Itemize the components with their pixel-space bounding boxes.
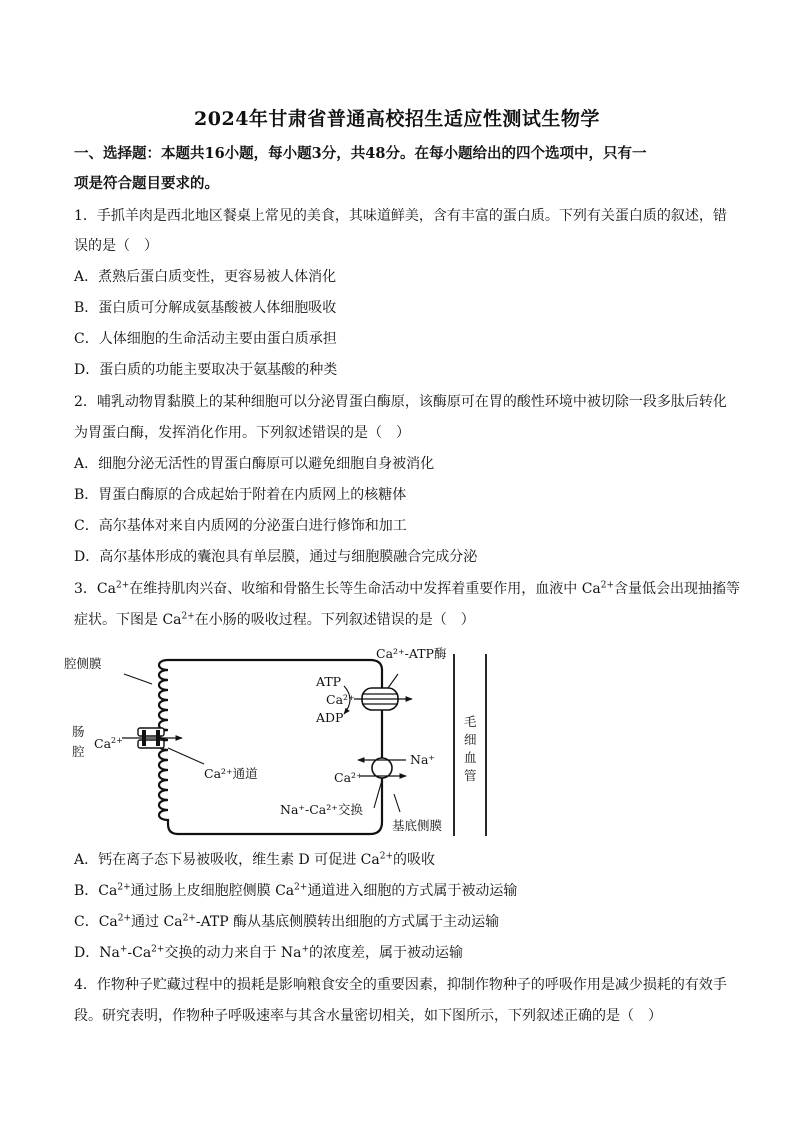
q3-option-b: B．$Ca^{2+}$通过肠上皮细胞腔侧膜 $Ca^{2+}$通道进入细胞的方式属于被动运输 bbox=[74, 882, 518, 899]
q1-option-a: A．煮熟后蛋白质变性，更容易被人体消化 bbox=[74, 269, 337, 285]
q1-stem-line-2: 误的是（ ） bbox=[74, 238, 158, 254]
q2-option-a: A．细胞分泌无活性的胃蛋白酶原可以避免细胞自身被消化 bbox=[74, 456, 435, 472]
q1-option-c: C．人体细胞的生命活动主要由蛋白质承担 bbox=[74, 331, 337, 347]
label-capillary-1: 毛 bbox=[464, 714, 477, 729]
q3-stem-line-1: 3．$Ca^{2+}$在维持肌肉兴奋、收缩和骨骼生长等生命活动中发挥着重要作用，血液中 $Ca^{2+}$含量低会出现抽搐等 bbox=[74, 580, 741, 597]
q1-option-d: D．蛋白质的功能主要取决于氨基酸的种类 bbox=[74, 362, 338, 378]
label-capillary-3: 血 bbox=[464, 750, 477, 765]
q3-option-c: C．$Ca^{2+}$通过 $Ca^{2+}$-ATP 酶从基底侧膜转出细胞的方式属于主动运输 bbox=[74, 913, 500, 930]
label-lumen-membrane: 腔侧膜 bbox=[64, 656, 102, 671]
label-lumen-2: 腔 bbox=[72, 744, 85, 759]
exam-title: 2024年甘肃省普通高校招生适应性测试生物学 bbox=[194, 108, 600, 130]
section-heading-line-1: 一、选择题：本题共16小题，每小题3分，共48分。在每小题给出的四个选项中，只有一 bbox=[74, 145, 647, 162]
calcium-absorption-diagram bbox=[64, 644, 504, 840]
q3-stem-line-2: 症状。下图是 $Ca^{2+}$在小肠的吸收过程。下列叙述错误的是（ ） bbox=[74, 611, 475, 628]
q2-option-c: C．高尔基体对来自内质网的分泌蛋白进行修饰和加工 bbox=[74, 518, 407, 534]
q2-stem-line-1: 2．哺乳动物胃黏膜上的某种细胞可以分泌胃蛋白酶原，该酶原可在胃的酸性环境中被切除一段多肽后转化 bbox=[74, 394, 727, 410]
label-capillary-4: 管 bbox=[464, 768, 477, 783]
label-ca-left: $Ca^{2+}$ bbox=[94, 736, 123, 751]
q3-option-d: D．$Na^+-Ca^{2+}$交换的动力来自于 Na+的浓度差，属于被动运输 bbox=[74, 944, 464, 961]
atpase-pointer bbox=[388, 674, 398, 688]
section-heading-line-2: 项是符合题目要求的。 bbox=[74, 175, 219, 192]
label-capillary-2: 细 bbox=[464, 732, 477, 747]
q2-option-b: B．胃蛋白酶原的合成起始于附着在内质网上的核糖体 bbox=[74, 487, 407, 503]
label-ca-low: Ca²⁺ bbox=[334, 770, 363, 785]
label-na-ca-exchange: Na⁺-Ca²⁺交换 bbox=[280, 802, 363, 817]
q1-option-b: B．蛋白质可分解成氨基酸被人体细胞吸收 bbox=[74, 300, 337, 316]
q2-option-d: D．高尔基体形成的囊泡具有单层膜，通过与细胞膜融合完成分泌 bbox=[74, 549, 478, 565]
channel-pointer bbox=[168, 748, 204, 764]
lumen-membrane-pointer bbox=[124, 674, 152, 684]
q4-stem-line-2: 段。研究表明，作物种子呼吸速率与其含水量密切相关，如下图所示，下列叙述正确的是（ ） bbox=[74, 1008, 662, 1024]
label-basal-membrane: 基底侧膜 bbox=[392, 818, 443, 833]
label-lumen-1: 肠 bbox=[72, 724, 85, 739]
diagram-svg bbox=[64, 644, 504, 840]
label-ca-channel: Ca²⁺通道 bbox=[204, 766, 258, 781]
label-atp: ATP bbox=[316, 674, 342, 689]
q3-option-a: A．钙在离子态下易被吸收，维生素 D 可促进 $Ca^{2+}$的吸收 bbox=[74, 851, 436, 868]
q2-stem-line-2: 为胃蛋白酶，发挥消化作用。下列叙述错误的是（ ） bbox=[74, 425, 410, 441]
label-adp: ADP bbox=[316, 710, 344, 725]
label-na: Na⁺ bbox=[410, 752, 435, 767]
exchanger-pointer bbox=[374, 780, 382, 808]
label-ca-atpase: Ca²⁺-ATP酶 bbox=[376, 646, 447, 661]
basal-pointer bbox=[394, 794, 400, 812]
q1-stem-line-1: 1．手抓羊肉是西北地区餐桌上常见的美食，其味道鲜美，含有丰富的蛋白质。下列有关蛋白质的叙述，错 bbox=[74, 208, 727, 224]
label-ca-mid: Ca²⁺ bbox=[326, 692, 355, 707]
q4-stem-line-1: 4．作物种子贮藏过程中的损耗是影响粮食安全的重要因素，抑制作物种子的呼吸作用是减少损耗的有效手 bbox=[74, 977, 727, 993]
na-ca-exchanger-icon bbox=[372, 758, 392, 778]
